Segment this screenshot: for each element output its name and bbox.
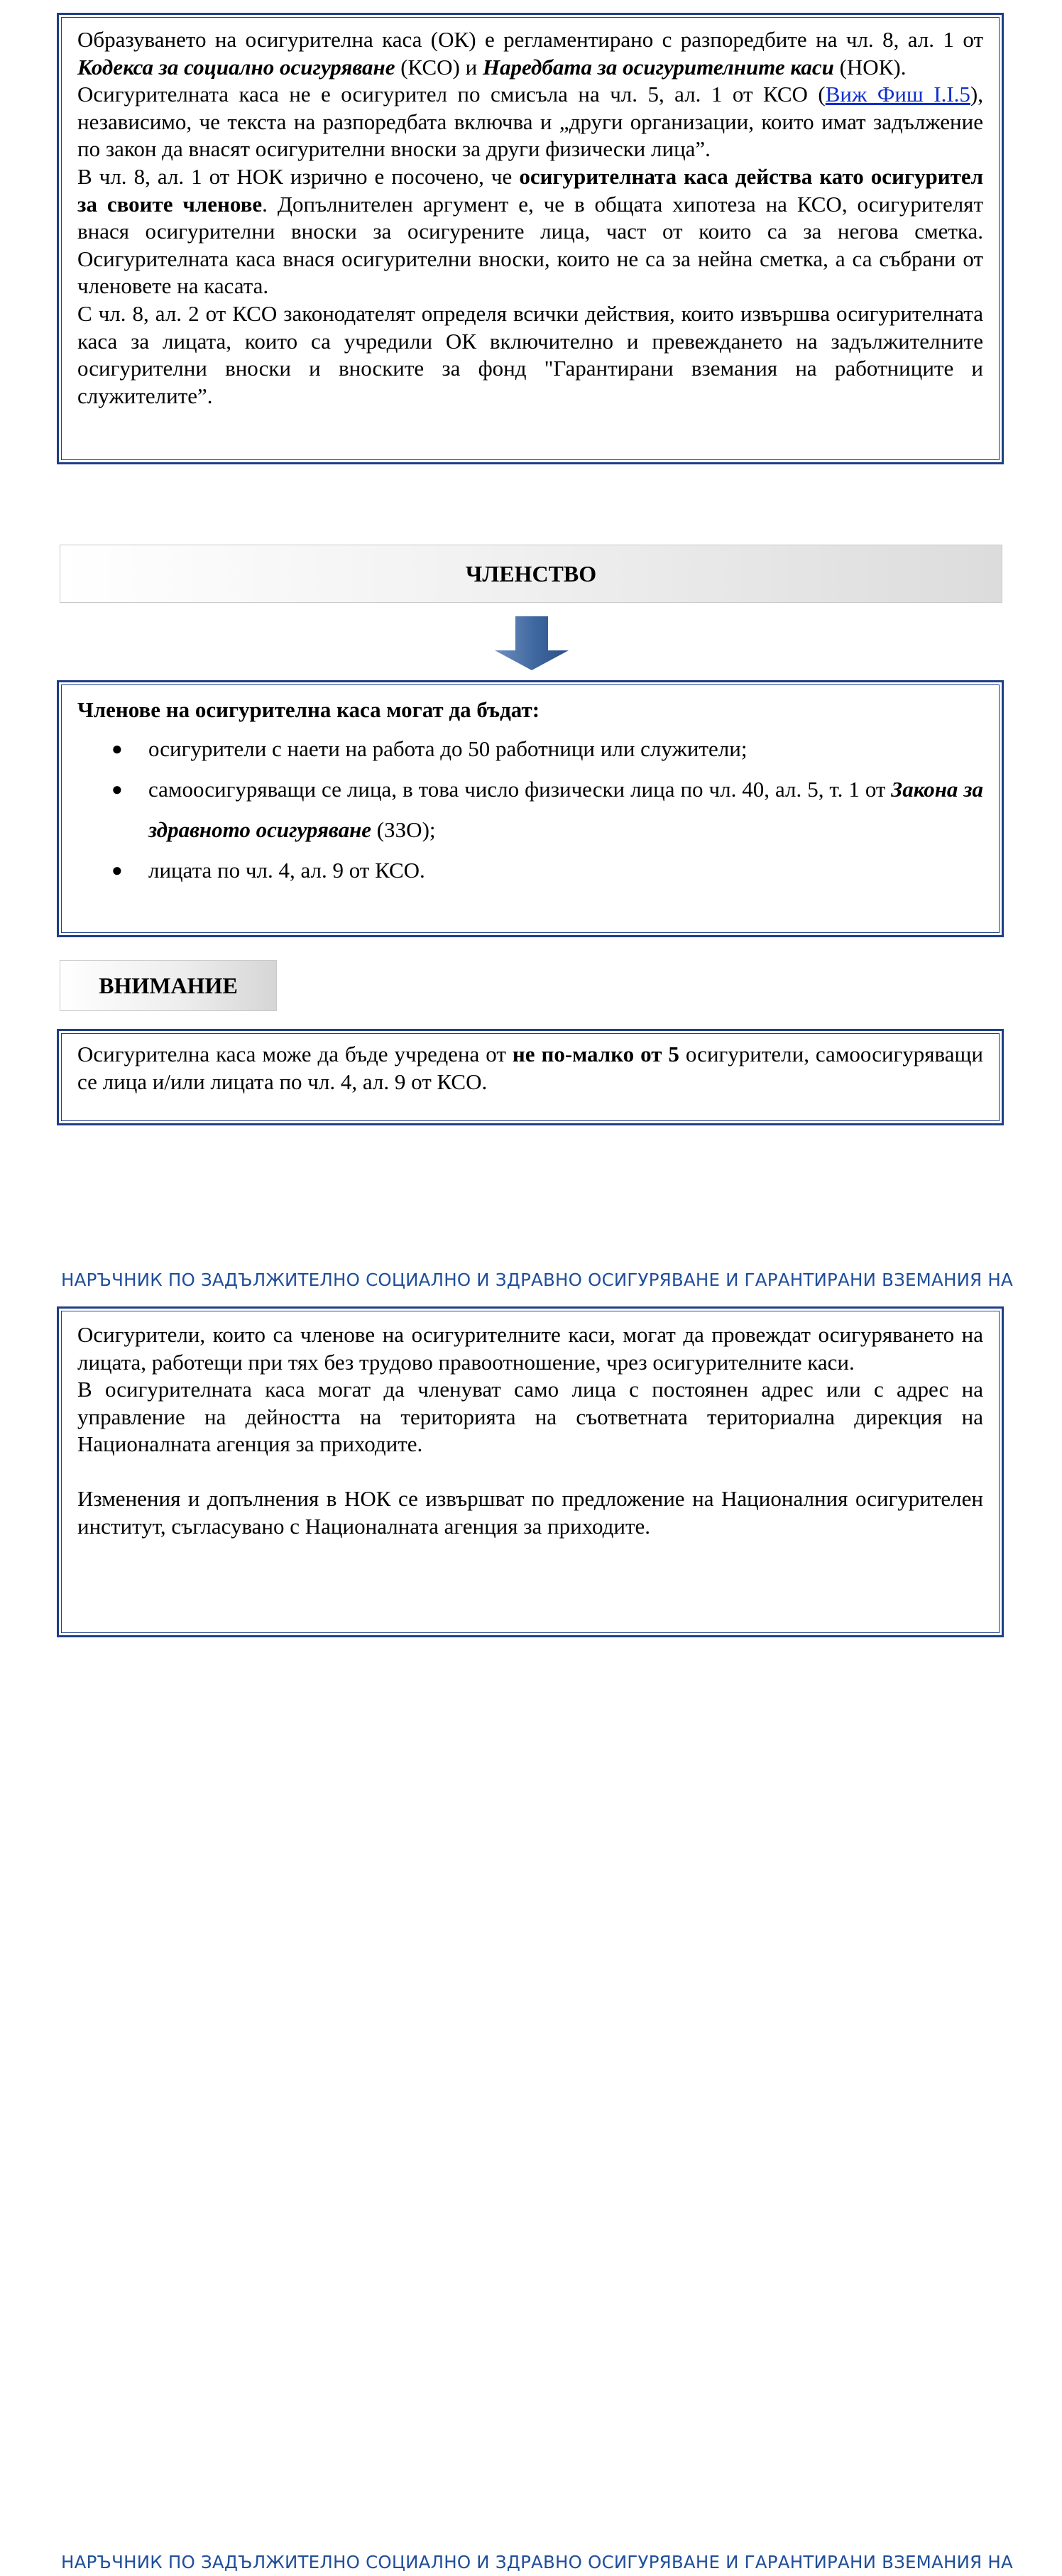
insurer-emphasis: осигурителната каса действа като осигурител за своите членове	[77, 163, 983, 217]
intro-text: В чл. 8, ал. 1 от НОК изрично е посочено, че	[77, 163, 520, 189]
list-item-text: осигурители с наети на работа до 50 работници или служители;	[148, 736, 748, 761]
attention-label: ВНИМАНИЕ	[60, 960, 277, 1011]
members-lead	[77, 697, 983, 724]
intro-box	[57, 13, 1004, 464]
members-box	[57, 680, 1004, 937]
intro-paragraph-2	[77, 81, 983, 163]
intro-text: (КСО) и	[395, 54, 483, 80]
attention-box	[57, 1029, 1004, 1125]
bullet-icon: ●	[111, 859, 123, 880]
attention-text	[77, 1041, 983, 1096]
attention-emphasis: не по-малко от 5	[512, 1042, 679, 1066]
second-paragraph-2: В осигурителната каса могат да членуват само лица с постоянен адрес или с адрес на управление на дейността на територията на съответната териториална дирекция на Националната агенция за приходите.	[77, 1377, 983, 1457]
list-item	[77, 769, 983, 850]
zzo-title: Закона за здравното осигуряване	[148, 776, 983, 842]
intro-paragraph-3	[77, 163, 983, 300]
attention-text-part: Осигурителна каса може да бъде учредена от	[77, 1042, 513, 1066]
bullet-icon: ●	[111, 778, 123, 799]
second-paragraph-1: Осигурители, които са членове на осигурителните каси, могат да провеждат осигуряването на лицата, работещи при тях без трудово правоотношение, чрез осигурителните каси.	[77, 1322, 983, 1375]
second-paragraph-3: Изменения и допълнения в НОК се извършват по предложение на Националния осигурителен институт, съгласувано с Националната агенция за приходите.	[77, 1485, 983, 1539]
down-arrow-icon	[495, 616, 569, 670]
list-item-text: лицата по чл. 4, ал. 9 от КСО.	[148, 857, 425, 883]
bullet-icon: ●	[111, 738, 123, 759]
second-box	[57, 1306, 1004, 1637]
intro-text: Образуването на осигурителна каса (ОК) е регламентирано с разпоредбите на чл. 8, ал. 1 от	[77, 27, 983, 52]
intro-paragraph-4: С чл. 8, ал. 2 от КСО законодателят определя всички действия, които извършва осигурителната каса за лицата, които са учредили ОК включително и превеждането на задължителните осигурителни вноски и вноските за фонд "Гарантирани вземания на работниците и служителите”.	[77, 300, 983, 408]
kso-title: Кодекса за социално осигуряване	[77, 54, 395, 80]
members-list	[77, 728, 983, 890]
membership-heading: ЧЛЕНСТВО	[60, 545, 1002, 603]
members-lead-text: Членове на осигурителна каса могат да бъдат:	[77, 697, 540, 722]
fish-link[interactable]: Виж Фиш I.I.5	[825, 82, 970, 107]
running-header: НАРЪЧНИК ПО ЗАДЪЛЖИТЕЛНО СОЦИАЛНО И ЗДРАВНО ОСИГУРЯВАНЕ И ГАРАНТИРАНИ ВЗЕМАНИЯ НА	[61, 1270, 1013, 1290]
list-item-text: (ЗЗО);	[371, 817, 436, 842]
list-item	[77, 850, 983, 890]
intro-text: (НОК).	[833, 54, 907, 80]
intro-text: ), независимо, че текста на разпоредбата включва и „други организации, които имат задължение по закон да внасят осигурителни вноски за други физически лица”.	[77, 82, 983, 162]
list-item	[77, 728, 983, 769]
nok-title: Наредбата за осигурителните каси	[482, 54, 834, 80]
intro-paragraph-1	[77, 26, 983, 81]
intro-text: Осигурителната каса не е осигурител по смисъла на чл. 5, ал. 1 от КСО (	[77, 82, 826, 107]
attention-text-part: осигурители, самоосигуряващи се лица и/или лицата по чл. 4, ал. 9 от КСО.	[77, 1042, 983, 1094]
intro-text: . Допълнителен аргумент е, че в общата хипотеза на КСО, осигурителят внася осигурителни вноски за осигурените лица, част от които са за негова сметка. Осигурителната каса внася осигурителни вноски, които не са за нейна сметка, а са събрани от членовете на касата.	[77, 191, 983, 299]
running-header: НАРЪЧНИК ПО ЗАДЪЛЖИТЕЛНО СОЦИАЛНО И ЗДРАВНО ОСИГУРЯВАНЕ И ГАРАНТИРАНИ ВЗЕМАНИЯ НА	[61, 2552, 1013, 2572]
list-item-text: самоосигуряващи се лица, в това число физически лица по чл. 40, ал. 5, т. 1 от	[148, 776, 892, 802]
